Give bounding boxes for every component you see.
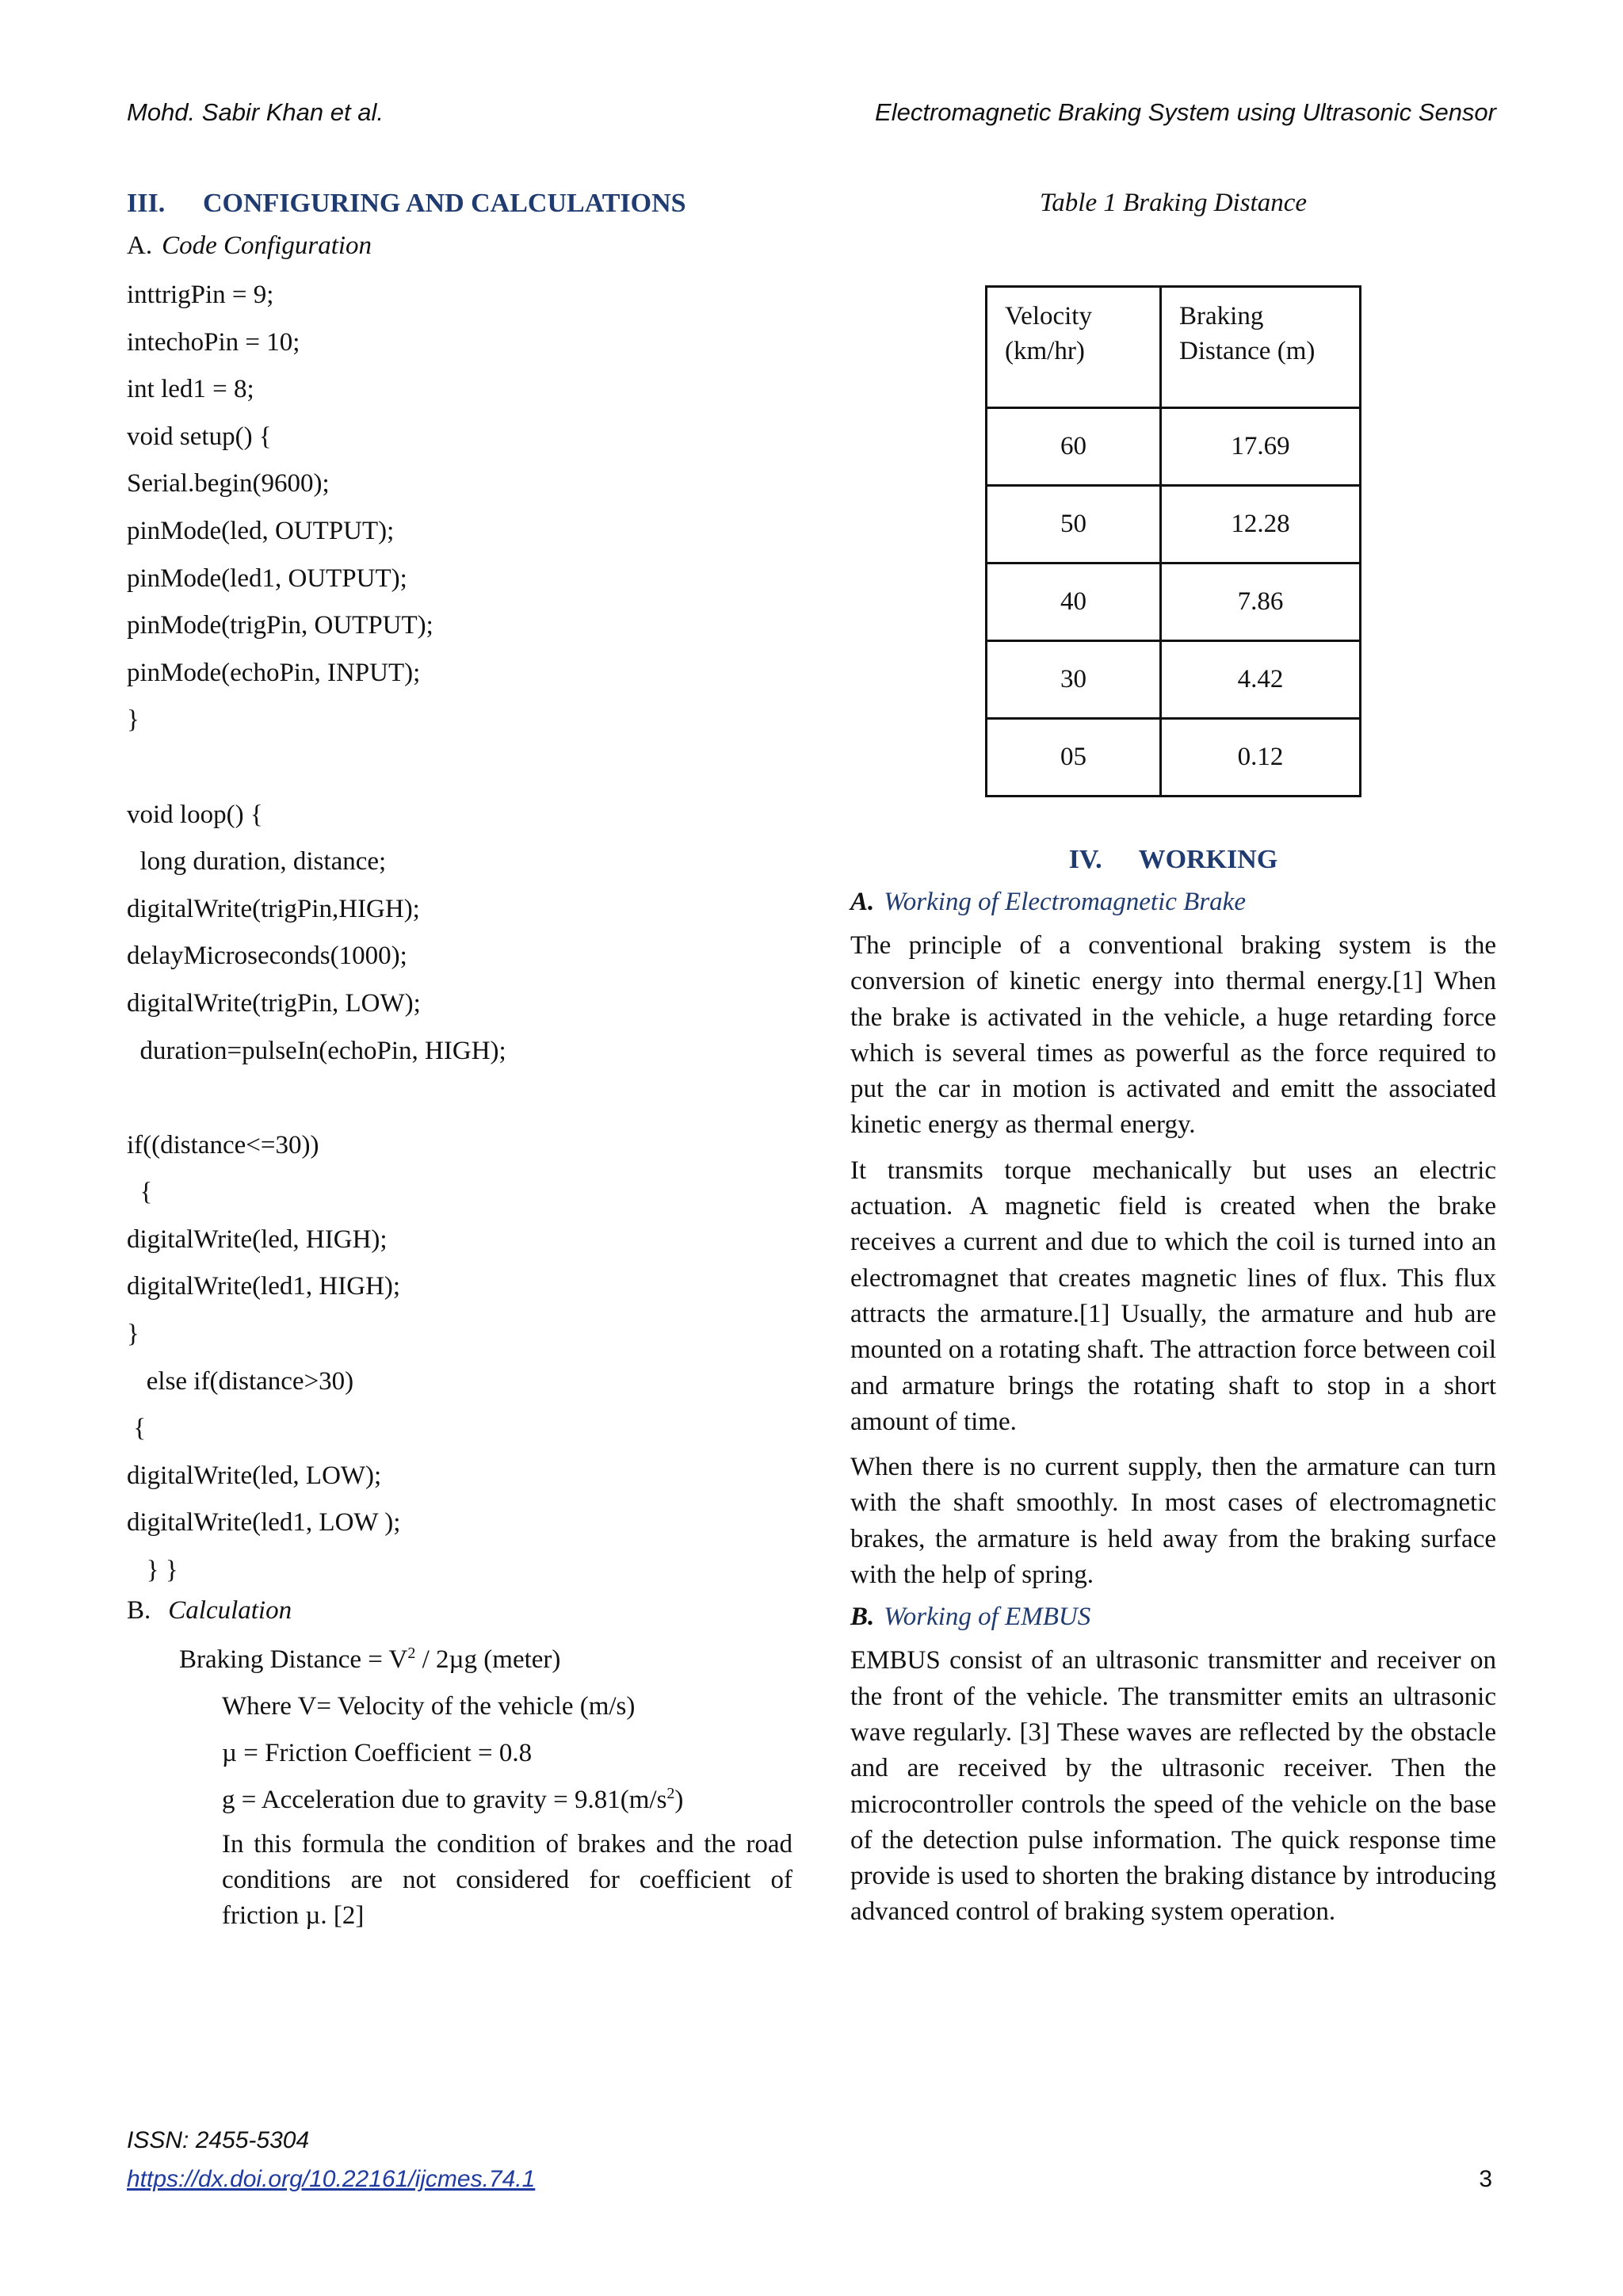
code-line: { bbox=[127, 1414, 147, 1443]
section-number: IV. bbox=[1068, 845, 1102, 874]
table-row bbox=[987, 486, 1361, 563]
subsection-b-heading bbox=[127, 1596, 792, 1626]
subsection-a-heading bbox=[127, 231, 792, 261]
table-cell: 60 bbox=[987, 408, 1161, 486]
code-listing bbox=[127, 272, 792, 1595]
footer-issn: ISSN: 2455-5304 bbox=[127, 2127, 310, 2153]
code-line: delayMicroseconds(1000); bbox=[127, 942, 407, 971]
code-line: digitalWrite(led1, HIGH); bbox=[127, 1272, 401, 1301]
page-number: 3 bbox=[1479, 2166, 1492, 2192]
table-row bbox=[987, 408, 1361, 486]
paragraph: EMBUS consist of an ultrasonic transmitter and receiver on the front of the vehicle. The transmitter emits an ultrasonic wave regularly. [3] These waves are reflected by the obstacle and are received by the ultrasonic receiver. Then the microcontroller controls the speed of the vehicle on the base of the detection pulse information. The quick response time provide is used to shorten the braking distance by introducing advanced control of braking system operation. bbox=[850, 1646, 1496, 1927]
right-column bbox=[850, 189, 1496, 1940]
code-line: if((distance<=30)) bbox=[127, 1130, 319, 1159]
section-number: III. bbox=[127, 189, 166, 218]
code-line: digitalWrite(trigPin,HIGH); bbox=[127, 894, 420, 923]
table-row bbox=[987, 719, 1361, 797]
table-cell: 30 bbox=[987, 641, 1161, 719]
table-cell: 12.28 bbox=[1161, 486, 1361, 563]
calculation-block bbox=[127, 1637, 792, 1934]
code-line: pinMode(echoPin, INPUT); bbox=[127, 658, 421, 687]
table-cell: 4.42 bbox=[1161, 641, 1361, 719]
code-line: } } bbox=[127, 1556, 178, 1585]
left-column bbox=[127, 189, 792, 1934]
code-line: } bbox=[127, 1320, 139, 1349]
subsection-letter: B. bbox=[850, 1603, 875, 1632]
code-line: duration=pulseIn(echoPin, HIGH); bbox=[127, 1036, 506, 1065]
table-row bbox=[987, 563, 1361, 641]
code-line: long duration, distance; bbox=[127, 847, 387, 877]
gravity-definition: g = Acceleration due to gravity = $9.81(m/s^2)$ bbox=[222, 1784, 684, 1814]
code-line: { bbox=[127, 1178, 153, 1207]
code-line: else if(distance>30) bbox=[127, 1366, 354, 1396]
code-blank-line bbox=[127, 744, 792, 792]
table-caption: Table 1 Braking Distance bbox=[1039, 189, 1307, 217]
paragraph: When there is no current supply, then the armature can turn with the shaft smoothly. In most cases of electromagnetic brakes, the armature is held away from the braking surface with the help of spring. bbox=[850, 1453, 1496, 1590]
code-line: digitalWrite(led1, LOW ); bbox=[127, 1508, 401, 1538]
subsection-letter: A. bbox=[127, 231, 153, 260]
subsection-title: Calculation bbox=[168, 1595, 292, 1625]
friction-definition: µ = Friction Coefficient = 0.8 bbox=[222, 1738, 533, 1767]
code-line: intechoPin = 10; bbox=[127, 327, 300, 357]
table-row bbox=[987, 641, 1361, 719]
velocity-definition: Where V= Velocity of the vehicle (m/s) bbox=[222, 1691, 636, 1721]
subsection-a-heading bbox=[850, 888, 1496, 917]
code-line: pinMode(led, OUTPUT); bbox=[127, 516, 395, 545]
section-3-heading bbox=[127, 189, 792, 219]
code-line: inttrigPin = 9; bbox=[127, 281, 274, 309]
subsection-letter: B. bbox=[127, 1595, 151, 1625]
subsection-b-heading bbox=[850, 1603, 1496, 1632]
code-line: pinMode(trigPin, OUTPUT); bbox=[127, 611, 433, 640]
code-line: } bbox=[127, 705, 139, 735]
table-cell: 50 bbox=[987, 486, 1161, 563]
braking-distance-formula: Braking Distance = $V^2 / 2\mu g$ (meter) bbox=[179, 1644, 561, 1674]
code-line: digitalWrite(led, HIGH); bbox=[127, 1224, 388, 1254]
code-line: Serial.begin(9600); bbox=[127, 469, 330, 499]
table-header-cell: Braking Distance (m) bbox=[1161, 287, 1361, 408]
braking-distance-table bbox=[985, 285, 1361, 797]
table-cell: 05 bbox=[987, 719, 1161, 797]
code-line: void loop() { bbox=[127, 800, 263, 829]
paragraph: The principle of a conventional braking system is the conversion of kinetic energy into thermal energy.[1] When the brake is activated in the vehicle, a huge retarding force which is several times as powerful as the force required to put the car in motion is activated and emitt the associated kinetic energy as thermal energy. bbox=[850, 931, 1496, 1140]
subsection-title: Working of EMBUS bbox=[884, 1603, 1091, 1632]
table-cell: 40 bbox=[987, 563, 1161, 641]
table-header-cell: Velocity (km/hr) bbox=[987, 287, 1161, 408]
code-line: digitalWrite(trigPin, LOW); bbox=[127, 988, 421, 1018]
subsection-letter: A. bbox=[850, 888, 875, 916]
section-title: CONFIGURING AND CALCULATIONS bbox=[203, 189, 686, 218]
code-line: digitalWrite(led, LOW); bbox=[127, 1461, 382, 1490]
subsection-title: Code Configuration bbox=[162, 231, 372, 260]
code-blank-line bbox=[127, 1075, 792, 1122]
subsection-title: Working of Electromagnetic Brake bbox=[884, 888, 1246, 916]
code-line: int led1 = 8; bbox=[127, 375, 254, 404]
section-title: WORKING bbox=[1138, 845, 1278, 874]
running-header-author: Mohd. Sabir Khan et al. bbox=[127, 98, 384, 126]
table-cell: 7.86 bbox=[1161, 563, 1361, 641]
doi-link[interactable]: https://dx.doi.org/10.22161/ijcmes.74.1 bbox=[127, 2166, 536, 2192]
section-4-heading bbox=[850, 845, 1496, 875]
code-line: pinMode(led1, OUTPUT); bbox=[127, 563, 407, 593]
running-header-title: Electromagnetic Braking System using Ultrasonic Sensor bbox=[875, 98, 1496, 126]
table-cell: 17.69 bbox=[1161, 408, 1361, 486]
code-line: void setup() { bbox=[127, 422, 272, 451]
formula-note: In this formula the condition of brakes and the road conditions are not considered for coefficient of friction µ. [2] bbox=[222, 1829, 792, 1930]
table-header-row bbox=[987, 287, 1361, 408]
table-cell: 0.12 bbox=[1161, 719, 1361, 797]
paragraph: It transmits torque mechanically but uses an electric actuation. A magnetic field is created when the brake receives a current and due to which the coil is turned into an electromagnet that creates magnetic lines of flux. This flux attracts the armature.[1] Usually, the armature and hub are mounted on a rotating shaft. The attraction force between coil and armature brings the rotating shaft to stop in a short amount of time. bbox=[850, 1156, 1496, 1436]
